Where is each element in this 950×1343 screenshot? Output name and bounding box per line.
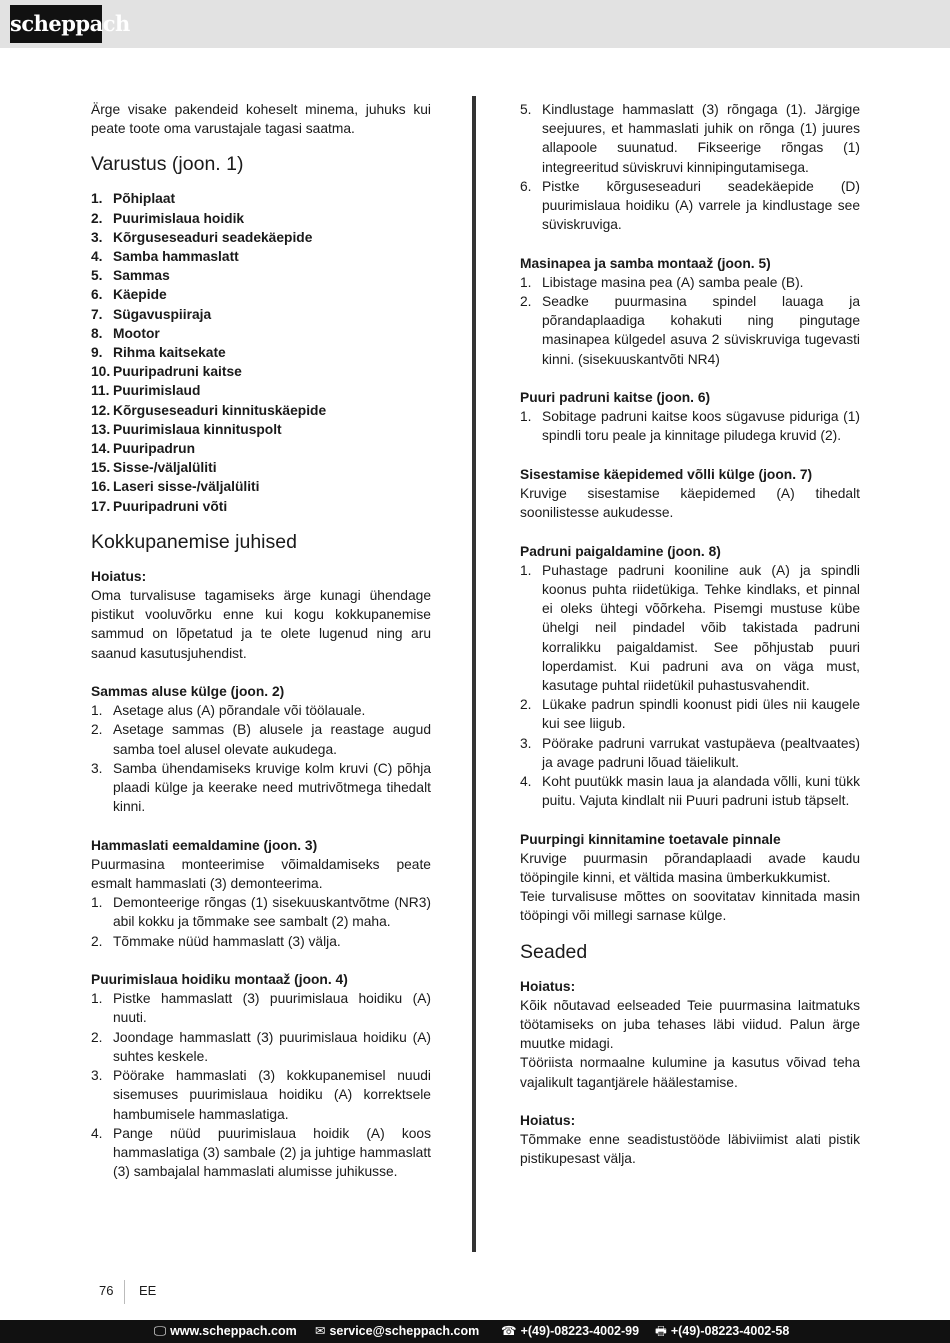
footer-email-text: service@scheppach.com [329,1324,480,1338]
fax-icon: 🖶 [655,1324,667,1338]
settings-warning-text-1: Kõik nõutavad eelseaded Teie puurmasina laitmatuks töötamiseks on juba tehases läbi viidud. Palun ärge muutke midagi. [520,997,860,1052]
holder-steps [91,989,431,1181]
list-item [91,720,431,758]
list-item [91,189,431,208]
unplug-warning-label: Hoiatus: [520,1113,576,1129]
list-item-number: 3. [91,1068,103,1084]
mount-text-1: Kruvige puurmasin põrandaplaadi avade kaudu tööpingile kinni, et vältida masina ümberkukkumist. [520,850,860,886]
left-column [91,100,431,1181]
list-item-number: 3. [91,760,103,776]
list-item-number: 6. [520,178,532,194]
phone-icon: ☎ [501,1324,517,1338]
footer-web-text: www.scheppach.com [170,1324,297,1338]
list-item-number: 1. [520,562,532,578]
list-item-text: Pöörake hammaslati (3) kokkupanemisel nuudi sisemuses puurimislaua hoidiku (A) korrektsele hambumisele hammaslatiga. [113,1068,431,1122]
list-item [91,324,431,343]
footer-email[interactable] [315,1320,479,1343]
list-item-number: 3. [91,229,103,245]
list-item-text: Samba hammaslatt [113,249,239,265]
mount-text-2: Teie turvalisuse mõttes on soovitatav kinnitada masin tööpingi või millegi sarnase külge. [520,889,860,924]
list-item-number: 17. [91,498,111,514]
list-item-number: 2. [91,1029,103,1045]
list-item-text: Laseri sisse-/väljalüliti [113,479,260,495]
list-item-number: 4. [91,1125,103,1141]
chuck-guard-steps [520,407,860,445]
equipment-list [91,189,431,515]
warning-label: Hoiatus: [91,568,147,584]
list-item [520,100,860,177]
footer-fax[interactable] [655,1320,789,1343]
list-item-number: 2. [520,294,532,310]
page-number: 76 [99,1283,114,1298]
list-item [91,759,431,817]
list-item-text: Puurimislaua kinnituspolt [113,421,282,437]
list-item-text: Sisse-/väljalüliti [113,460,217,476]
list-item-text: Pange nüüd puurimislaua hoidik (A) koos hammaslatiga (3) sambale (2) ja juhtige hammaslatt (3) sambajalal hammaslati alumisse juhikusse. [113,1125,431,1180]
list-item [91,285,431,304]
list-item [91,439,431,458]
list-item [520,561,860,695]
list-item-text: Lükake padrun spindli koonust pidi üles nii kaugele kui see liigub. [542,697,860,732]
list-item-number: 13. [91,421,111,437]
head-heading: Masinapea ja samba montaaž (joon. 5) [520,255,771,271]
list-item-text: Sammas [113,268,170,284]
list-item-text: Kõrguseseaduri kinnituskäepide [113,402,327,418]
list-item [520,292,860,369]
list-item-number: 5. [91,268,103,284]
list-item [91,1066,431,1124]
list-item-text: Puuripadrun [113,441,196,457]
list-item [520,273,860,292]
chuck-heading: Padruni paigaldamine (joon. 8) [520,543,721,559]
mount-heading: Puurpingi kinnitamine toetavale pinnale [520,831,781,847]
list-item-number: 12. [91,402,111,418]
column-heading: Sammas aluse külge (joon. 2) [91,684,285,700]
list-item-number: 3. [520,735,532,751]
list-item-number: 4. [91,249,103,265]
settings-warning-text-2: Tööriista normaalne kulumine ja kasutus võivad teha vajalikult tagantjärele häälestamise. [520,1055,860,1090]
list-item [520,695,860,733]
chuck-steps [520,561,860,811]
page-number-separator [124,1280,125,1304]
list-item-number: 2. [520,697,532,713]
rack-heading: Hammaslati eemaldamine (joon. 3) [91,837,318,853]
list-item [91,247,431,266]
column-divider [472,96,476,1252]
list-item-number: 1. [91,703,103,719]
list-item [91,989,431,1027]
list-item-text: Pistke kõrguseseaduri seadekäepide (D) puurimislaua hoidiku (A) varrele ja kindlustage see süviskruviga. [542,178,860,233]
holder-steps-continued [520,100,860,234]
list-item-text: Pistke hammaslatt (3) puurimislaua hoidiku (A) nuuti. [113,991,431,1026]
settings-warning-label: Hoiatus: [520,978,576,994]
list-item-number: 1. [520,274,532,290]
list-item-number: 2. [91,933,103,949]
list-item-text: Samba ühendamiseks kruvige kolm kruvi (C) põhja plaadi külge ja keerake need mutrivõtmega tihedalt kinni. [113,760,431,815]
list-item-text: Sobitage padruni kaitse koos sügavuse piduriga (1) spindli toru peale ja kinnitage piludega kruvid (2). [542,409,860,444]
list-item [91,497,431,516]
list-item [91,362,431,381]
list-item [91,893,431,931]
list-item [520,734,860,772]
warning-text: Oma turvalisuse tagamiseks ärge kunagi ühendage pistikut vooluvõrku enne kui kogu kokkupanemise sammud on lõpetatud ja te olete lugenud ning aru saanud kasutusjuhendist. [91,588,431,661]
list-item-number: 10. [91,364,111,380]
list-item [91,401,431,420]
list-item-number: 8. [91,325,103,341]
unplug-warning-text: Tõmmake enne seadistustööde läbiviimist alati pistik pistikupesast välja. [520,1132,860,1167]
head-steps [520,273,860,369]
equipment-heading: Varustus (joon. 1) [91,153,244,176]
list-item-text: Puurimislaud [113,383,201,399]
list-item-number: 16. [91,479,111,495]
list-item-text: Pöörake padruni varrukat vastupäeva (pealtvaates) ja avage padruni lõuad täielikult. [542,735,860,770]
list-item-number: 6. [91,287,103,303]
list-item-text: Libistage masina pea (A) samba peale (B). [542,274,804,290]
right-column [520,100,860,1169]
list-item [91,266,431,285]
list-item [91,477,431,496]
footer-bar [0,1320,950,1343]
intro-text: Ärge visake pakendeid koheselt minema, juhuks kui peate toote oma varustajale tagasi saatma. [91,102,431,137]
assembly-heading: Kokkupanemise juhised [91,530,297,553]
list-item-text: Demonteerige rõngas (1) sisekuuskantvõtme (NR3) abil kokku ja tõmmake see sambalt (2) maha. [113,895,431,930]
list-item [91,420,431,439]
list-item-text: Kindlustage hammaslatt (3) rõngaga (1). Järgige seejuures, et hammaslati juhik on rõnga (1) juures allapoole suunatud. Fikseerige rõngas (1) integreeritud süviskruvi kinnipingutamisega. [542,102,860,175]
list-item [91,228,431,247]
settings-heading: Seaded [520,940,588,963]
list-item [520,772,860,810]
list-item-text: Rihma kaitsekate [113,345,226,361]
list-item [91,932,431,951]
top-bar [0,0,950,48]
monitor-icon: 🖵 [154,1324,167,1338]
list-item-text: Tõmmake nüüd hammaslatt (3) välja. [113,933,341,949]
footer-phone[interactable] [501,1320,639,1343]
list-item-text: Puurimislaua hoidik [113,210,245,226]
list-item-number: 9. [91,345,103,361]
handles-heading: Sisestamise käepidemed võlli külge (joon. 7) [520,466,813,482]
envelope-icon: ✉ [315,1324,326,1338]
rack-intro: Puurmasina monteerimise võimaldamiseks peate esmalt hammaslati (3) demonteerima. [91,856,431,892]
footer-web[interactable] [154,1320,297,1343]
list-item [520,177,860,235]
list-item-text: Kõrguseseaduri seadekäepide [113,229,313,245]
list-item-text: Puuripadruni võti [113,498,228,514]
footer-fax-text: +(49)-08223-4002-58 [670,1324,790,1338]
list-item-number: 1. [91,895,103,911]
list-item [91,343,431,362]
list-item [91,381,431,400]
list-item-text: Puuripadruni kaitse [113,364,242,380]
handles-text: Kruvige sisestamise käepidemed (A) tihedalt soonilistesse aukudesse. [520,486,860,521]
list-item-number: 2. [91,210,103,226]
list-item-text: Mootor [113,325,160,341]
list-item-number: 1. [91,191,103,207]
list-item-number: 14. [91,441,111,457]
list-item [91,1124,431,1182]
language-code: EE [139,1283,157,1298]
list-item-number: 15. [91,460,111,476]
list-item [520,407,860,445]
list-item-text: Puhastage padruni kooniline auk (A) ja spindli koonus puhta riidetükiga. Tehke kindlaks, et pinnal ei oleks ühtegi võõrkeha. Pisemgi mustuse kübe ühelgi neil pindadel võib takistada padruni korralikku paigaldamist. See põhjustab puuri loperdamist. Kui padruni ava on väga must, kasutage puhtal riidetükil puhastusvahendit. [542,562,860,694]
list-item-text: Sügavuspiiraja [113,306,212,322]
list-item-text: Seadke puurmasina spindel lauaga ja põrandaplaadiga kohakuti ning pingutage masinapea külgedel asuva 2 süviskruviga tugevasti kinni. (sisekuuskantvõti NR4) [542,294,860,367]
list-item-text: Asetage alus (A) põrandale või töölauale. [113,703,366,719]
list-item [91,701,431,720]
list-item-number: 11. [91,383,110,399]
scheppach-logo: scheppach [10,5,102,43]
list-item-number: 7. [91,306,103,322]
footer-phone-text: +(49)-08223-4002-99 [520,1324,640,1338]
column-steps [91,701,431,816]
list-item-text: Käepide [113,287,167,303]
list-item-number: 4. [520,774,532,790]
list-item-number: 1. [520,409,532,425]
list-item [91,458,431,477]
chuck-guard-heading: Puuri padruni kaitse (joon. 6) [520,390,711,406]
list-item-number: 1. [91,991,103,1007]
list-item-number: 2. [91,722,103,738]
list-item [91,1028,431,1066]
rack-steps [91,893,431,951]
list-item-number: 5. [520,102,532,117]
holder-heading: Puurimislaua hoidiku montaaž (joon. 4) [91,972,348,988]
list-item-text: Koht puutükk masin laua ja alandada võlli, kuni tükk puitu. Vajuta kindlalt nii Puuri padruni istub täpselt. [542,774,860,809]
list-item [91,305,431,324]
list-item [91,209,431,228]
list-item-text: Asetage sammas (B) alusele ja reastage augud samba toel alusel olevate aukudega. [113,722,431,757]
list-item-text: Joondage hammaslatt (3) puurimislaua hoidiku (A) suhtes keskele. [113,1029,431,1064]
list-item-text: Põhiplaat [113,191,176,207]
